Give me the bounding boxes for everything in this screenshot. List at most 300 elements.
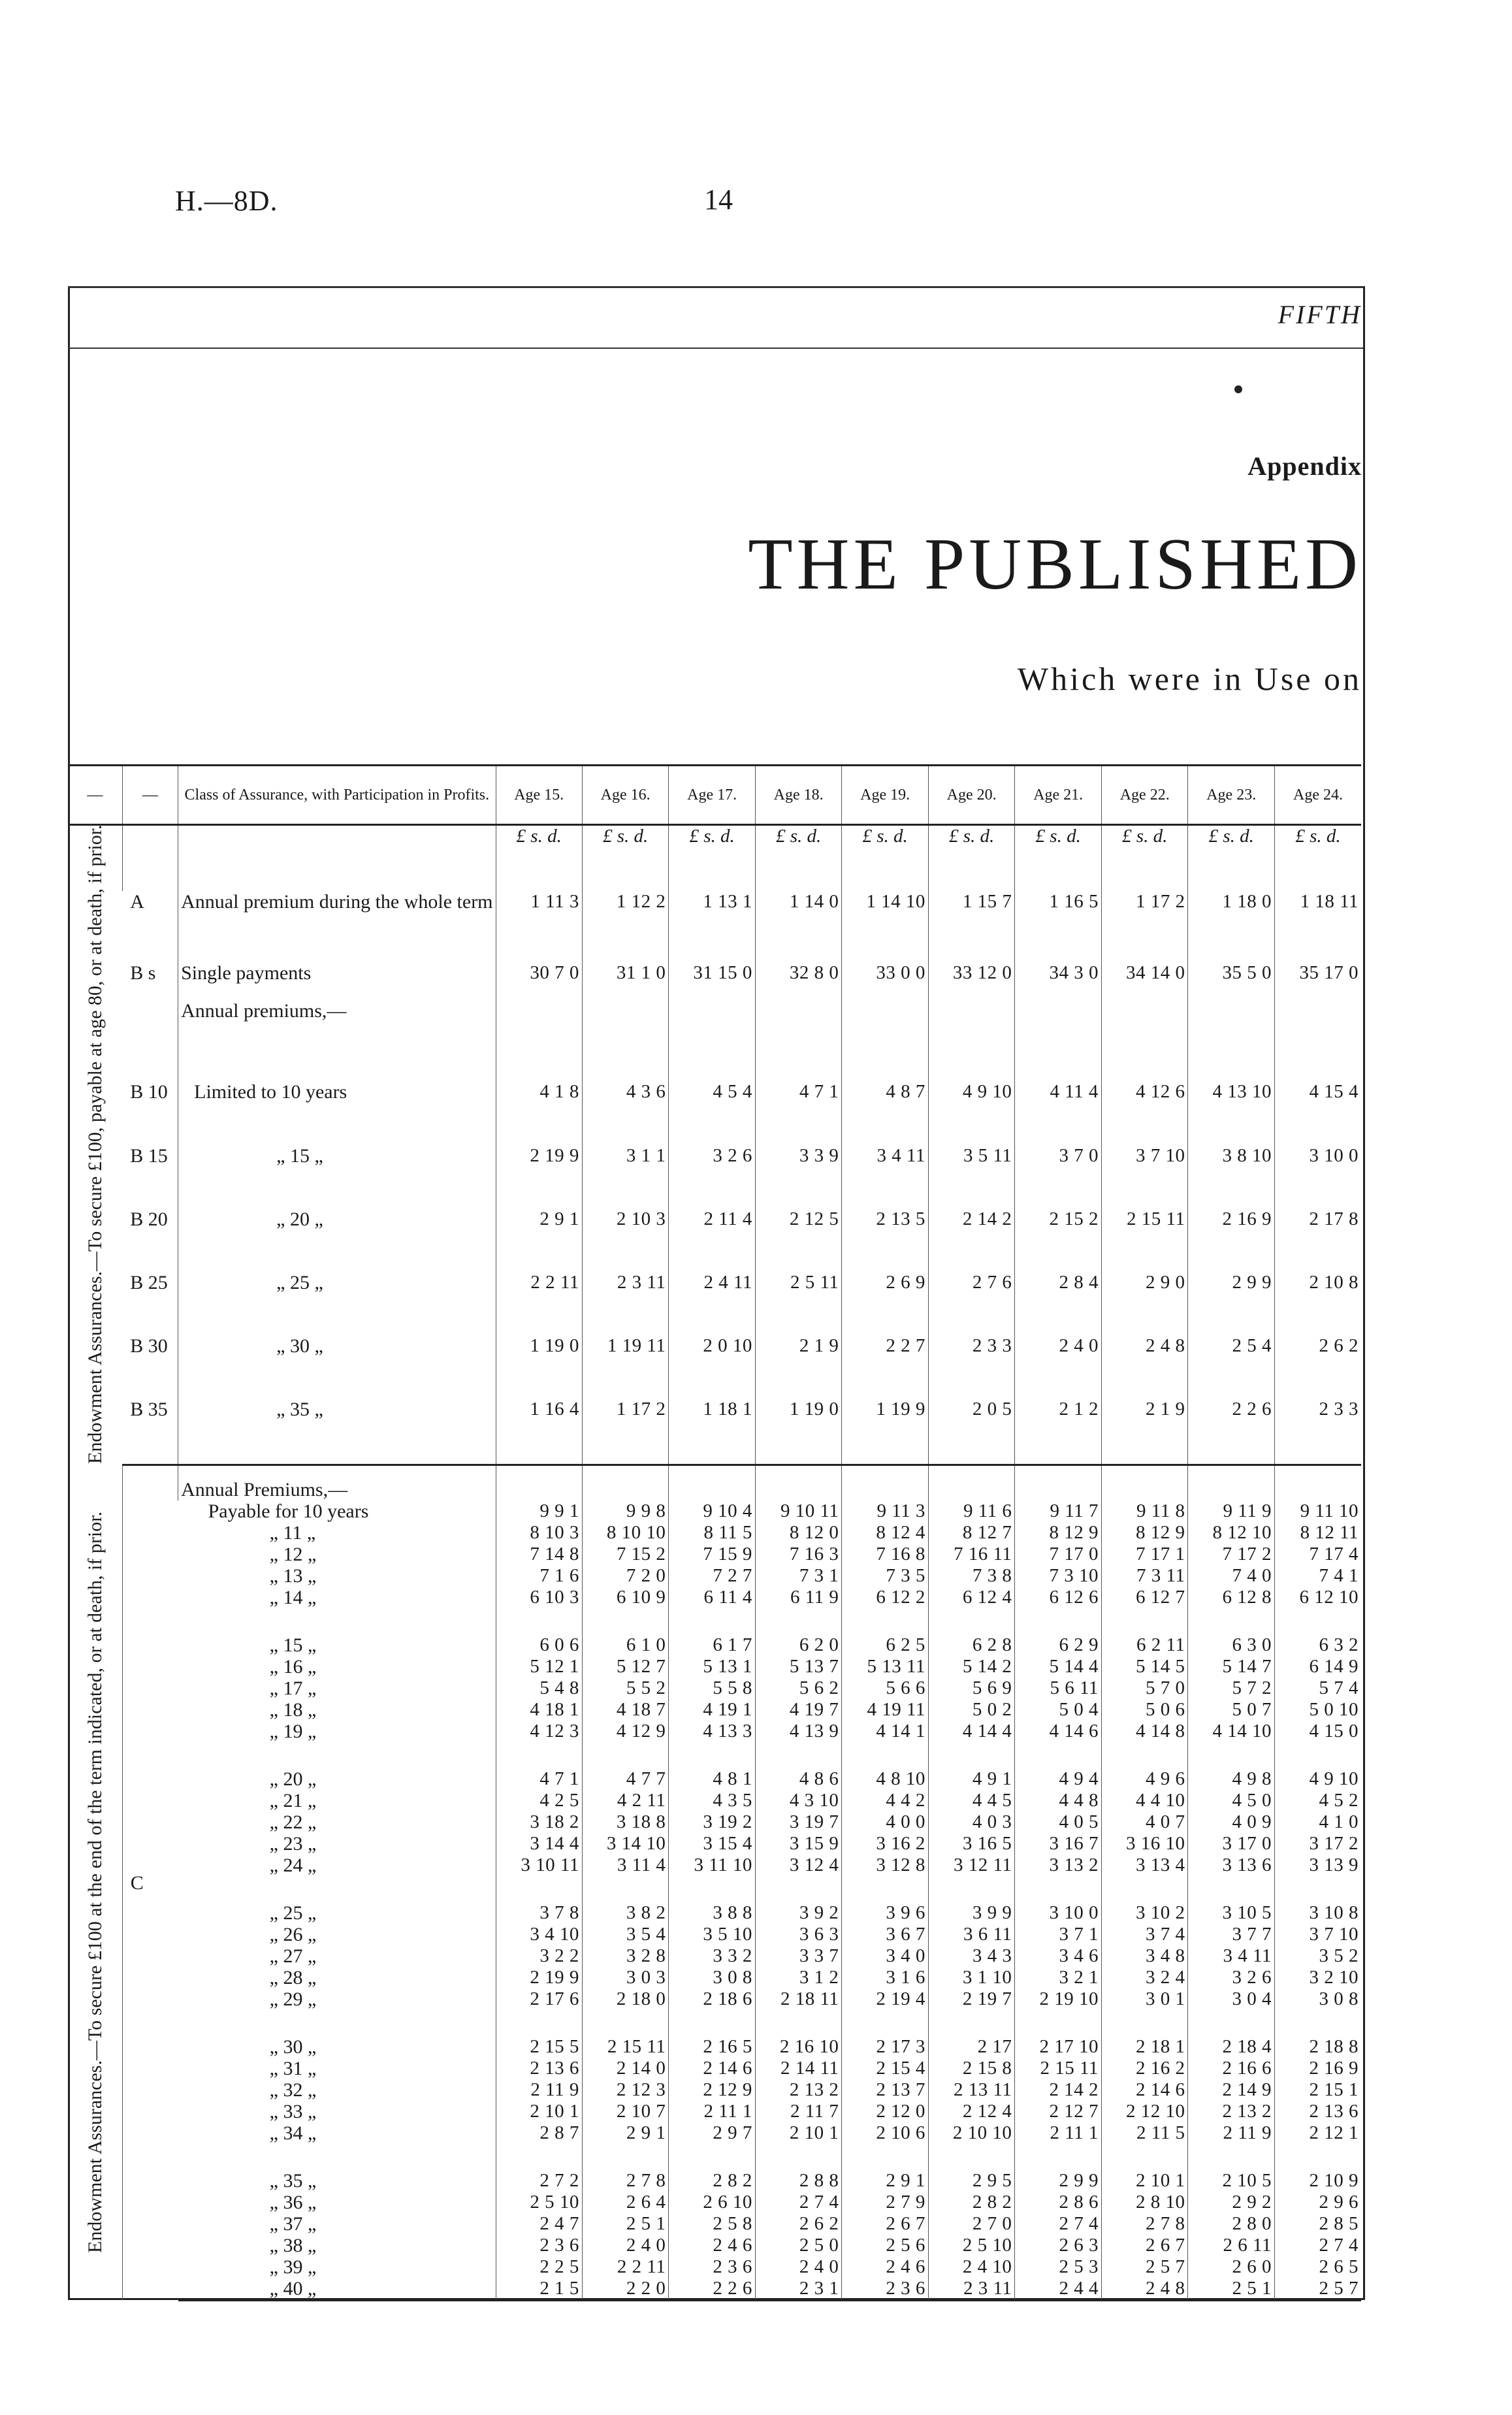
premium-value: 6 1 7 xyxy=(669,1634,756,1656)
table-row xyxy=(68,891,1361,954)
empty-cell xyxy=(928,1465,1015,1500)
premium-value: 1 11 3 xyxy=(496,891,582,954)
premium-value: 2 15 11 xyxy=(1015,2058,1102,2079)
premium-value: 3 10 2 xyxy=(1101,1902,1188,1924)
table-row xyxy=(68,2058,1361,2079)
premium-value: 2 6 9 xyxy=(842,1272,929,1335)
premium-value: 3 10 8 xyxy=(1274,1902,1361,1924)
unit-header: £ s. d. xyxy=(842,825,929,892)
premium-value: 3 13 2 xyxy=(1015,1855,1102,1876)
premium-value: 9 9 8 xyxy=(582,1500,669,1522)
row-code: B 10 xyxy=(130,1081,168,1103)
premium-value: 2 6 3 xyxy=(1015,2235,1102,2256)
heading-which: Which were in Use on xyxy=(1017,660,1362,697)
table-row xyxy=(68,2192,1361,2213)
table-row xyxy=(68,1565,1361,1587)
premium-value: 2 9 1 xyxy=(582,2122,669,2144)
row-class: „ 31 „ xyxy=(269,2057,317,2079)
premium-value: 2 13 6 xyxy=(1274,2101,1361,2122)
premium-value: 2 3 3 xyxy=(1274,1399,1361,1465)
premium-value: 32 8 0 xyxy=(755,954,842,991)
premium-value: 5 12 7 xyxy=(582,1656,669,1678)
spacer-cell xyxy=(178,1742,496,1768)
spacer-cell xyxy=(755,2144,842,2170)
premium-value: 2 13 2 xyxy=(1188,2101,1275,2122)
premium-value: 4 18 1 xyxy=(496,1699,582,1721)
premium-value: 2 19 9 xyxy=(496,1967,582,1988)
premium-value: 34 3 0 xyxy=(1015,954,1102,991)
premium-value: 1 15 7 xyxy=(928,891,1015,954)
row-class: „ 32 „ xyxy=(269,2079,317,2101)
premium-value: 3 12 11 xyxy=(928,1855,1015,1876)
premium-value: 2 4 0 xyxy=(755,2256,842,2278)
premium-value: 2 17 10 xyxy=(1015,2036,1102,2058)
premium-value: 2 10 1 xyxy=(755,2122,842,2144)
premium-value: 1 17 2 xyxy=(582,1399,669,1465)
spacer-cell xyxy=(582,1876,669,1902)
premium-value: 2 11 7 xyxy=(755,2101,842,2122)
unit-header: £ s. d. xyxy=(496,825,582,892)
premium-value: 6 10 9 xyxy=(582,1587,669,1608)
premium-value: 2 16 9 xyxy=(1188,1208,1275,1272)
premium-value: 4 8 6 xyxy=(755,1768,842,1790)
premium-value: 6 2 0 xyxy=(755,1634,842,1656)
premium-value: 2 5 4 xyxy=(1188,1335,1275,1399)
age-column-header: Age 15. xyxy=(496,766,582,825)
unit-header: £ s. d. xyxy=(1015,825,1102,892)
premium-value: 4 15 4 xyxy=(1274,1081,1361,1144)
frame-top-rule xyxy=(68,286,1363,288)
premium-value: 7 4 1 xyxy=(1274,1565,1361,1587)
premium-value: 3 13 9 xyxy=(1274,1855,1361,1876)
premium-value: 2 7 4 xyxy=(755,2192,842,2213)
group-spacer xyxy=(68,1742,1361,1768)
premium-value: 7 3 5 xyxy=(842,1565,929,1587)
column-header-1: — xyxy=(68,766,122,825)
premium-value xyxy=(755,991,842,1081)
premium-value: 5 7 2 xyxy=(1188,1678,1275,1699)
premium-value: 2 7 9 xyxy=(842,2192,929,2213)
spacer-cell xyxy=(928,2010,1015,2036)
row-class: Limited to 10 years xyxy=(178,1081,496,1144)
premium-value: 2 8 2 xyxy=(928,2192,1015,2213)
spacer-cell xyxy=(1188,2010,1275,2036)
premium-value: 2 5 10 xyxy=(928,2235,1015,2256)
premium-value: 2 8 0 xyxy=(1188,2213,1275,2235)
premium-value: 5 0 10 xyxy=(1274,1699,1361,1721)
spacer-cell xyxy=(1015,1742,1102,1768)
premium-value: 2 9 5 xyxy=(928,2170,1015,2192)
premium-value: 7 2 7 xyxy=(669,1565,756,1587)
premium-value: 4 9 10 xyxy=(1274,1768,1361,1790)
premium-value: 3 10 11 xyxy=(496,1855,582,1876)
row-class: „ 23 „ xyxy=(269,1832,317,1855)
premium-value: 3 2 6 xyxy=(669,1145,756,1208)
premium-value: 5 6 6 xyxy=(842,1678,929,1699)
spacer-cell xyxy=(669,2144,756,2170)
row-class: Annual premiums,— xyxy=(178,991,496,1081)
premium-value: 3 9 2 xyxy=(755,1902,842,1924)
premium-value: 4 2 5 xyxy=(496,1790,582,1811)
spacer-cell xyxy=(582,2010,669,2036)
premium-value: 3 8 8 xyxy=(669,1902,756,1924)
premium-value: 7 16 11 xyxy=(928,1544,1015,1565)
table-row xyxy=(68,954,1361,991)
premium-value: 2 13 11 xyxy=(928,2079,1015,2101)
premium-value: 5 6 9 xyxy=(928,1678,1015,1699)
section-1-label: Endowment Assurances.—To secure £100, payable at age 80, or at death, if prior. xyxy=(84,824,106,1464)
row-class: „ 35 „ xyxy=(178,1399,496,1465)
premium-value: 2 10 1 xyxy=(496,2101,582,2122)
premium-value: 2 5 7 xyxy=(1101,2256,1188,2278)
row-class: „ 40 „ xyxy=(178,2278,496,2301)
row-class: „ 19 „ xyxy=(269,1720,317,1742)
premium-value: 2 8 5 xyxy=(1274,2213,1361,2235)
premium-value: 2 17 xyxy=(928,2036,1015,2058)
premium-value: 2 13 2 xyxy=(755,2079,842,2101)
table-row xyxy=(68,2036,1361,2058)
premium-value: 4 7 1 xyxy=(496,1768,582,1790)
spacer-cell xyxy=(1101,1876,1188,1902)
premium-value: 2 11 1 xyxy=(1015,2122,1102,2144)
row-class: „ 20 „ xyxy=(178,1208,496,1272)
premium-value: 5 13 7 xyxy=(755,1656,842,1678)
code-cell xyxy=(122,825,178,892)
group-spacer xyxy=(68,2010,1361,2036)
premium-value: 6 2 8 xyxy=(928,1634,1015,1656)
premium-value: 2 4 8 xyxy=(1101,2278,1188,2301)
premium-value: 4 14 8 xyxy=(1101,1721,1188,1742)
spacer-cell xyxy=(1101,1608,1188,1634)
premium-value: 8 12 4 xyxy=(842,1522,929,1544)
table-row xyxy=(68,2079,1361,2101)
premium-value: 3 0 8 xyxy=(669,1967,756,1988)
premium-value: 2 7 8 xyxy=(582,2170,669,2192)
premium-value: 2 8 2 xyxy=(669,2170,756,2192)
premium-value: 4 1 0 xyxy=(1274,1811,1361,1833)
premium-value: 3 4 10 xyxy=(496,1924,582,1945)
premium-value: 3 3 9 xyxy=(755,1145,842,1208)
premium-value: 2 10 8 xyxy=(1274,1272,1361,1335)
table-row xyxy=(68,1399,1361,1465)
spacer-cell xyxy=(669,2010,756,2036)
row-class: „ 29 „ xyxy=(269,1988,317,2010)
age-column-header: Age 23. xyxy=(1188,766,1275,825)
premium-value: 3 7 7 xyxy=(1188,1924,1275,1945)
premium-value: 1 19 0 xyxy=(755,1399,842,1465)
premium-value: 2 6 7 xyxy=(842,2213,929,2235)
premium-value: 5 5 8 xyxy=(669,1678,756,1699)
table-row xyxy=(68,1833,1361,1855)
premium-value: 3 17 2 xyxy=(1274,1833,1361,1855)
premium-value: 3 1 6 xyxy=(842,1967,929,1988)
spacer-cell xyxy=(178,1608,496,1634)
premium-value: 2 10 1 xyxy=(1101,2170,1188,2192)
table-row xyxy=(68,1208,1361,1272)
premium-value: 3 10 0 xyxy=(1015,1902,1102,1924)
premium-value: 4 5 4 xyxy=(669,1081,756,1144)
premium-value: 1 18 1 xyxy=(669,1399,756,1465)
premium-value: 3 16 2 xyxy=(842,1833,929,1855)
premium-value: 2 11 5 xyxy=(1101,2122,1188,2144)
spacer-cell xyxy=(1274,1876,1361,1902)
premium-value: 7 16 8 xyxy=(842,1544,929,1565)
spacer-cell xyxy=(582,2144,669,2170)
table-row xyxy=(68,1656,1361,1678)
premium-value: 9 11 7 xyxy=(1015,1500,1102,1522)
premium-value: 4 2 11 xyxy=(582,1790,669,1811)
premium-value: 2 19 10 xyxy=(1015,1988,1102,2010)
premium-value: 3 3 2 xyxy=(669,1945,756,1967)
premium-value: 2 18 8 xyxy=(1274,2036,1361,2058)
premium-value xyxy=(1188,991,1275,1081)
premium-value: 3 4 6 xyxy=(1015,1945,1102,1967)
unit-header: £ s. d. xyxy=(1188,825,1275,892)
premium-value: 2 10 3 xyxy=(582,1208,669,1272)
premium-value: 2 15 11 xyxy=(582,2036,669,2058)
heading-fifth: FIFTH xyxy=(1278,300,1362,329)
premium-value: 1 16 4 xyxy=(496,1399,582,1465)
premium-value: 2 17 8 xyxy=(1274,1208,1361,1272)
premium-value: 2 8 6 xyxy=(1015,2192,1102,2213)
premium-value: 3 1 2 xyxy=(755,1967,842,1988)
premium-value: 2 15 2 xyxy=(1015,1208,1102,1272)
age-column-header: Age 20. xyxy=(928,766,1015,825)
table-row xyxy=(68,1634,1361,1656)
premium-value: 2 5 6 xyxy=(842,2235,929,2256)
premium-value: 4 4 5 xyxy=(928,1790,1015,1811)
spacer-cell xyxy=(1274,1608,1361,1634)
premium-value: 4 8 1 xyxy=(669,1768,756,1790)
spacer-cell xyxy=(669,1742,756,1768)
premium-value: 2 12 1 xyxy=(1274,2122,1361,2144)
premium-value: 4 3 10 xyxy=(755,1790,842,1811)
premium-value: 4 8 7 xyxy=(842,1081,929,1144)
row-class: „ 24 „ xyxy=(269,1854,317,1876)
spacer-cell xyxy=(582,1608,669,1634)
premium-value: 4 5 0 xyxy=(1188,1790,1275,1811)
premium-value: 3 7 0 xyxy=(1015,1145,1102,1208)
premium-value: 2 15 8 xyxy=(928,2058,1015,2079)
premium-value: 7 17 0 xyxy=(1015,1544,1102,1565)
premium-value: 5 0 2 xyxy=(928,1699,1015,1721)
premium-value: 2 8 10 xyxy=(1101,2192,1188,2213)
spacer-cell xyxy=(1101,2010,1188,2036)
table-row xyxy=(68,1587,1361,1608)
row-class: „ 26 „ xyxy=(269,1923,317,1945)
premium-value: 8 12 11 xyxy=(1274,1522,1361,1544)
row-class: „ 15 „ xyxy=(269,1634,317,1656)
premium-value: 4 12 6 xyxy=(1101,1081,1188,1144)
premium-value: 7 15 9 xyxy=(669,1544,756,1565)
premium-value: 2 10 6 xyxy=(842,2122,929,2144)
row-class: „ 25 „ xyxy=(178,1272,496,1335)
premium-value: 3 2 2 xyxy=(496,1945,582,1967)
premium-value: 7 3 8 xyxy=(928,1565,1015,1587)
premium-value: 33 0 0 xyxy=(842,954,929,991)
empty-cell xyxy=(669,1465,756,1500)
premium-value: 1 19 9 xyxy=(842,1399,929,1465)
premium-value: 2 4 6 xyxy=(842,2256,929,2278)
premium-value: 2 10 5 xyxy=(1188,2170,1275,2192)
premium-value: 5 13 11 xyxy=(842,1656,929,1678)
premium-value: 9 9 1 xyxy=(496,1500,582,1522)
spacer-cell xyxy=(178,2144,496,2170)
table-row xyxy=(68,1855,1361,1876)
premium-value: 3 15 9 xyxy=(755,1833,842,1855)
premium-value: 3 1 10 xyxy=(928,1967,1015,1988)
premium-value: 2 5 11 xyxy=(755,1272,842,1335)
table-row xyxy=(68,2122,1361,2144)
row-code: B 20 xyxy=(130,1208,168,1230)
premium-value: 3 0 3 xyxy=(582,1967,669,1988)
premium-value: 4 9 4 xyxy=(1015,1768,1102,1790)
premium-value: 2 8 8 xyxy=(755,2170,842,2192)
premium-value: 4 19 11 xyxy=(842,1699,929,1721)
premium-value: 3 11 10 xyxy=(669,1855,756,1876)
spacer-cell xyxy=(755,2010,842,2036)
spacer-cell xyxy=(928,1876,1015,1902)
row-class: „ 30 „ xyxy=(269,2035,317,2058)
premium-value: 2 12 10 xyxy=(1101,2101,1188,2122)
premium-value: 2 9 1 xyxy=(842,2170,929,2192)
premium-value: 3 7 4 xyxy=(1101,1924,1188,1945)
premium-value: 2 1 5 xyxy=(496,2278,582,2301)
premium-value: 6 14 9 xyxy=(1274,1656,1361,1678)
spacer-cell xyxy=(842,1742,929,1768)
premium-value: 3 18 2 xyxy=(496,1811,582,1833)
premium-value: 3 18 8 xyxy=(582,1811,669,1833)
class-cell xyxy=(178,825,496,892)
premium-value: 3 4 8 xyxy=(1101,1945,1188,1967)
table-row xyxy=(68,2235,1361,2256)
premium-value: 2 4 7 xyxy=(496,2213,582,2235)
row-class: „ 39 „ xyxy=(269,2256,317,2278)
premium-value: 2 4 10 xyxy=(928,2256,1015,2278)
row-class: „ 27 „ xyxy=(269,1945,317,1967)
premium-value: 2 15 5 xyxy=(496,2036,582,2058)
row-class: „ 34 „ xyxy=(269,2122,317,2144)
premium-value: 6 12 8 xyxy=(1188,1587,1275,1608)
premium-value: 3 16 7 xyxy=(1015,1833,1102,1855)
premium-value: 3 3 7 xyxy=(755,1945,842,1967)
empty-cell xyxy=(1015,1465,1102,1500)
premium-value: 1 18 0 xyxy=(1188,891,1275,954)
row-code: B 30 xyxy=(130,1335,168,1357)
row-code: B 35 xyxy=(122,1399,178,1465)
premium-value: 3 10 5 xyxy=(1188,1902,1275,1924)
premium-value: 6 2 9 xyxy=(1015,1634,1102,1656)
premium-value: 3 4 3 xyxy=(928,1945,1015,1967)
age-column-header: Age 22. xyxy=(1101,766,1188,825)
premium-value: 5 14 2 xyxy=(928,1656,1015,1678)
premium-value: 3 0 1 xyxy=(1101,1988,1188,2010)
premium-value: 3 6 7 xyxy=(842,1924,929,1945)
table-row xyxy=(68,1678,1361,1699)
decorative-dot xyxy=(1234,385,1242,393)
spacer-cell xyxy=(1274,1742,1361,1768)
premium-value: 2 12 4 xyxy=(928,2101,1015,2122)
premium-value: 1 19 11 xyxy=(582,1335,669,1399)
premium-value: 5 6 2 xyxy=(755,1678,842,1699)
group-spacer xyxy=(68,1608,1361,1634)
table-row xyxy=(68,1721,1361,1742)
premium-value: 7 3 1 xyxy=(755,1565,842,1587)
spacer-cell xyxy=(755,1876,842,1902)
premium-value xyxy=(582,991,669,1081)
table-row xyxy=(68,1945,1361,1967)
premium-value: 9 10 11 xyxy=(755,1500,842,1522)
row-code: B 15 xyxy=(130,1144,168,1167)
premium-value: 2 6 10 xyxy=(669,2192,756,2213)
premium-value: 2 14 6 xyxy=(1101,2079,1188,2101)
premium-value: 4 14 1 xyxy=(842,1721,929,1742)
premium-value: 8 12 7 xyxy=(928,1522,1015,1544)
row-class: „ 35 „ xyxy=(269,2169,317,2192)
premium-value: 4 9 6 xyxy=(1101,1768,1188,1790)
section-2-heading: Annual Premiums,— xyxy=(178,1465,496,1500)
table-row xyxy=(68,1988,1361,2010)
premium-value: 7 17 1 xyxy=(1101,1544,1188,1565)
premium-value xyxy=(928,991,1015,1081)
premium-value: 1 12 2 xyxy=(582,891,669,954)
premium-value: 2 1 9 xyxy=(1101,1399,1188,1465)
spacer-cell xyxy=(1188,1876,1275,1902)
premium-value: 2 9 6 xyxy=(1274,2192,1361,2213)
premium-value: 4 12 9 xyxy=(582,1721,669,1742)
premium-value: 2 16 5 xyxy=(669,2036,756,2058)
premium-value: 2 14 2 xyxy=(1015,2079,1102,2101)
spacer-cell xyxy=(496,2144,582,2170)
table-row xyxy=(68,2278,1361,2301)
premium-value xyxy=(669,991,756,1081)
row-class: „ 18 „ xyxy=(269,1698,317,1721)
premium-value: 9 11 8 xyxy=(1101,1500,1188,1522)
premium-value: 5 0 6 xyxy=(1101,1699,1188,1721)
spacer-cell xyxy=(1188,2144,1275,2170)
premium-value: 2 7 4 xyxy=(1274,2235,1361,2256)
row-class: „ 25 „ xyxy=(269,1902,317,1924)
spacer-cell xyxy=(496,1608,582,1634)
empty-cell xyxy=(1274,1465,1361,1500)
premium-value: 3 14 4 xyxy=(496,1833,582,1855)
premium-value: 5 14 5 xyxy=(1101,1656,1188,1678)
premium-value: 2 3 11 xyxy=(582,1272,669,1335)
premium-value: 2 4 4 xyxy=(1015,2278,1102,2301)
premium-value: 2 16 2 xyxy=(1101,2058,1188,2079)
row-code: B 25 xyxy=(130,1271,168,1293)
table-row xyxy=(68,1790,1361,1811)
premium-value: 2 1 2 xyxy=(1015,1399,1102,1465)
row-class: „ 30 „ xyxy=(178,1335,496,1399)
table-row xyxy=(68,1544,1361,1565)
premium-value: 3 13 6 xyxy=(1188,1855,1275,1876)
premium-value: 1 13 1 xyxy=(669,891,756,954)
premium-value: 2 5 1 xyxy=(582,2213,669,2235)
spacer-cell xyxy=(755,1608,842,1634)
premium-value: 6 3 0 xyxy=(1188,1634,1275,1656)
premium-value: 9 11 6 xyxy=(928,1500,1015,1522)
premium-value: 2 9 1 xyxy=(496,1208,582,1272)
premium-value: 2 5 7 xyxy=(1274,2278,1361,2301)
spacer-cell xyxy=(1188,1608,1275,1634)
premium-value: 4 11 4 xyxy=(1015,1081,1102,1144)
page-header-ref: H.—8D. xyxy=(175,185,278,217)
premium-value: 6 3 2 xyxy=(1274,1634,1361,1656)
premium-value: 2 3 1 xyxy=(755,2278,842,2301)
premium-value: 4 12 3 xyxy=(496,1721,582,1742)
row-class: Payable for 10 years xyxy=(208,1500,369,1522)
